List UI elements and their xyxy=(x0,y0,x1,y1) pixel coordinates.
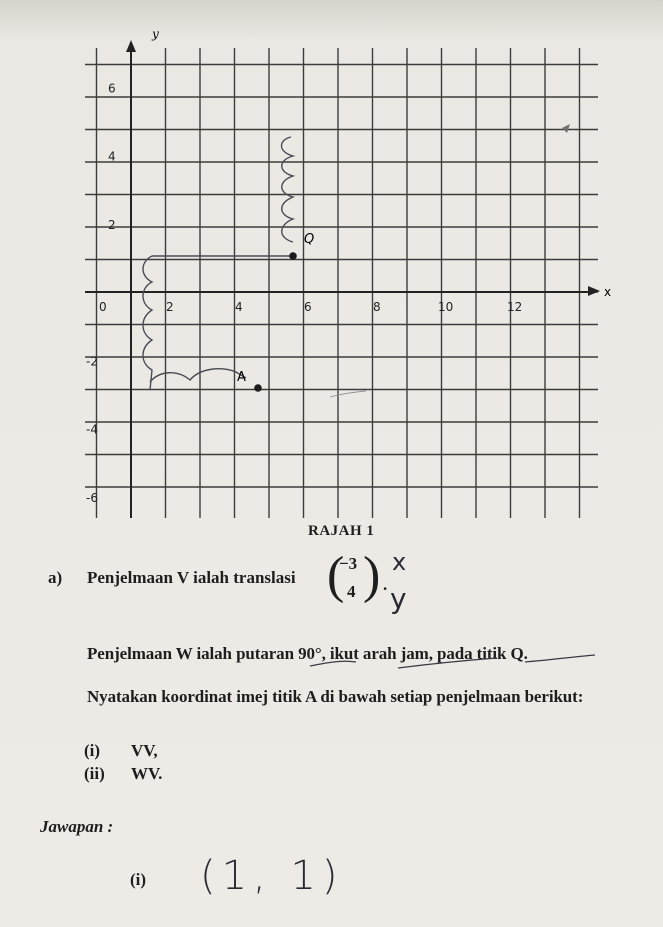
y-tick-label: 2 xyxy=(108,217,116,232)
matrix-bottom-value: 4 xyxy=(347,582,356,601)
answer-heading: Jawapan : xyxy=(40,817,114,836)
question-label: a) xyxy=(48,568,63,587)
answer-item-i-number: (i) xyxy=(130,870,147,889)
y-tick-label: -6 xyxy=(86,490,98,505)
x-tick-label: 4 xyxy=(235,300,243,314)
translation-statement: Penjelmaan V ialah translasi xyxy=(87,568,296,587)
x-tick-label: 8 xyxy=(373,300,381,314)
handwritten-answer: (1, 1) xyxy=(200,853,344,899)
point-a-label: A xyxy=(237,370,246,385)
matrix-top-value: −3 xyxy=(339,554,358,573)
handwritten-x: x xyxy=(392,548,407,576)
y-tick-label: 4 xyxy=(108,149,116,164)
x-tick-label: 2 xyxy=(166,300,174,314)
sub-question-ii-number: (ii) xyxy=(84,764,105,783)
handwritten-y: y xyxy=(390,582,407,615)
matrix-left-paren: ( xyxy=(327,547,345,604)
x-tick-label: 10 xyxy=(438,300,454,314)
rotation-statement: Penjelmaan W ialah putaran 90°, ikut arah jam, pada titik Q. xyxy=(87,644,528,663)
instruction-statement: Nyatakan koordinat imej titik A di bawah setiap penjelmaan berikut: xyxy=(87,687,584,706)
sub-question-i-number: (i) xyxy=(84,741,101,760)
point-q-label: Q xyxy=(304,232,315,247)
sub-question-ii-text: WV. xyxy=(131,764,163,783)
y-tick-label: -2 xyxy=(86,354,98,369)
x-axis-label: x xyxy=(604,285,612,299)
y-tick-label: -4 xyxy=(86,422,98,437)
matrix-right-paren: ) xyxy=(363,547,381,604)
y-tick-label: 6 xyxy=(108,81,116,96)
x-tick-label: 12 xyxy=(507,300,523,314)
matrix-suffix: . xyxy=(383,575,388,594)
figure-caption: RAJAH 1 xyxy=(308,523,375,539)
x-tick-label: 6 xyxy=(304,300,312,314)
x-tick-label: 0 xyxy=(99,300,107,314)
y-axis-label: y xyxy=(152,27,159,41)
sub-question-i-text: VV, xyxy=(131,741,158,760)
